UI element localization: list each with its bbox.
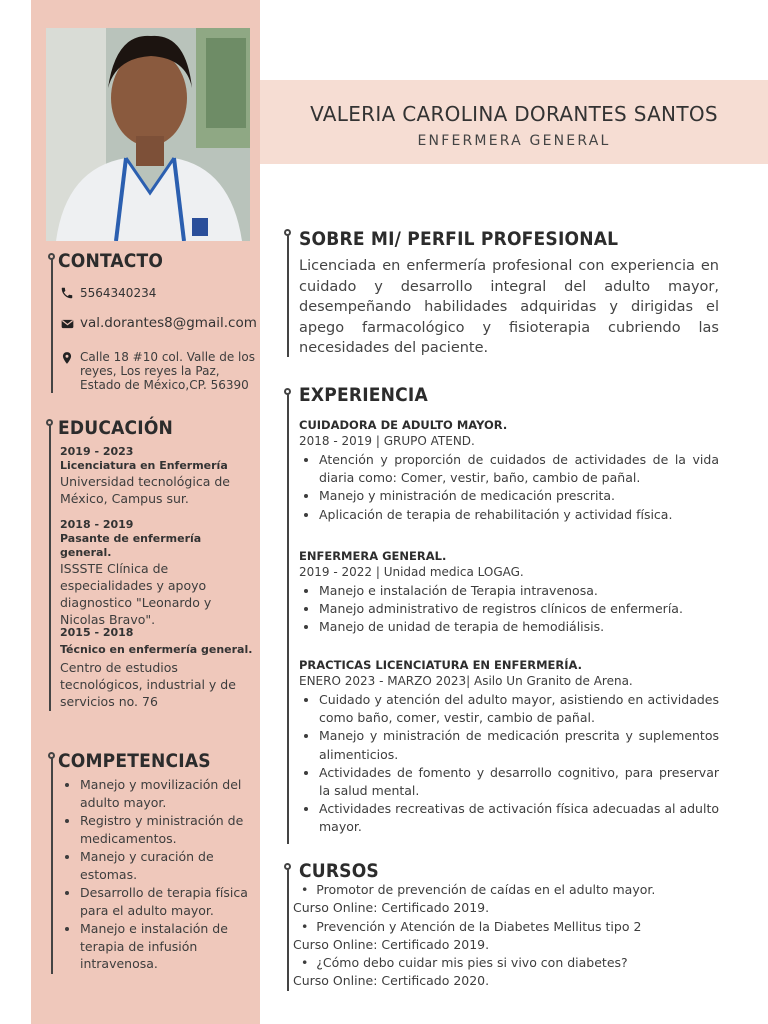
job-duty: • Cuidado y atención del adulto mayor, asistiendo en actividades como baño, comer, vestir, cambio de pañal. — [319, 691, 719, 727]
education-institution — [60, 659, 255, 710]
job-duty: • Atención y proporción de cuidados de actividades de la vida diaria como: Comer, vestir, baño, cambio de pañal. — [319, 451, 719, 487]
education-institution — [60, 473, 255, 507]
competency-item: • Desarrollo de terapia física para el adulto mayor. — [80, 884, 270, 919]
address-line-1: Calle 18 #10 col. Valle de los — [80, 350, 255, 364]
job-title: ENFERMERA GENERAL. — [299, 549, 447, 563]
contact-timeline-line — [51, 259, 53, 393]
job-subtitle: 2019 - 2022 | Unidad medica LOGAG. — [299, 565, 524, 579]
course-name: • Prevención y Atención de la Diabetes Mellitus tipo 2 — [293, 918, 642, 934]
candidate-name: VALERIA CAROLINA DORANTES SANTOS — [310, 102, 718, 126]
job-duty: • Manejo administrativo de registros clínicos de enfermería. — [319, 600, 719, 618]
education-years: 2015 - 2018 — [60, 626, 134, 639]
education-degree: Pasante de enfermería general. — [60, 532, 202, 559]
profile-text: Licenciada en enfermería profesional con experiencia en cuidado y desarrollo integral del adulto mayor, desempeñando habilidades adquiridas y dirigidas el apego farmacológico y fisioterapia cubriendo las necesidades del paciente. — [299, 258, 719, 356]
job-duty: • Actividades recreativas de activación física adecuadas al adulto mayor. — [319, 800, 719, 836]
institution-line: Centro de estudios — [60, 660, 178, 675]
course-name-text: Prevención y Atención de la Diabetes Mellitus tipo 2 — [316, 918, 642, 934]
phone-icon — [60, 286, 76, 302]
course-detail: Curso Online: Certificado 2019. — [293, 936, 490, 952]
institution-line: Universidad tecnológica de — [60, 474, 230, 489]
institution-line: Nicolas Bravo". — [60, 612, 156, 627]
job-subtitle: ENERO 2023 - MARZO 2023| Asilo Un Granito de Arena. — [299, 674, 633, 688]
institution-line: México, Campus sur. — [60, 491, 189, 506]
job-duty: • Actividades de fomento y desarrollo cognitivo, para preservar la salud mental. — [319, 764, 719, 800]
education-title: EDUCACIÓN — [58, 417, 174, 439]
profile-title: SOBRE MI/ PERFIL PROFESIONAL — [299, 228, 619, 250]
job-duties — [299, 691, 719, 837]
institution-line: tecnológicos, industrial y de — [60, 677, 236, 692]
address-line-2: reyes, Los reyes la Paz, — [80, 364, 220, 378]
competency-item: • Manejo y movilización del adulto mayor. — [80, 776, 270, 811]
job-entry — [299, 548, 719, 637]
job-duty: • Manejo de unidad de terapia de hemodiálisis. — [319, 618, 719, 636]
competency-item: • Registro y ministración de medicamentos. — [80, 812, 270, 847]
competency-item: • Manejo e instalación de terapia de infusión intravenosa. — [80, 920, 270, 973]
job-duty: • Manejo y ministración de medicación prescrita. — [319, 487, 719, 505]
job-duty: • Manejo e instalación de Terapia intravenosa. — [319, 582, 719, 600]
institution-line: especialidades y apoyo — [60, 578, 207, 593]
course-name-text: Promotor de prevención de caídas en el adulto mayor. — [316, 882, 656, 897]
competencies-list — [62, 776, 270, 974]
experience-title: EXPERIENCIA — [299, 384, 428, 406]
education-years: 2018 - 2019 — [60, 518, 134, 531]
course-name: • Promotor de prevención de caídas en el adulto mayor. — [293, 882, 656, 897]
candidate-role: ENFERMERA GENERAL — [417, 133, 611, 149]
institution-line: servicios no. 76 — [60, 694, 158, 709]
competency-item: • Manejo y curación de estomas. — [80, 848, 270, 883]
course-detail: Curso Online: Certificado 2019. — [293, 900, 490, 916]
location-pin-icon — [60, 350, 76, 366]
course-name-text: ¿Cómo debo cuidar mis pies si vivo con diabetes? — [316, 955, 628, 971]
job-entry — [299, 417, 719, 524]
courses-list — [293, 881, 723, 991]
course-name: • ¿Cómo debo cuidar mis pies si vivo con diabetes? — [293, 955, 628, 971]
education-degree: Técnico en enfermería general. — [60, 643, 253, 656]
competencies-timeline-line — [51, 758, 53, 974]
profile-photo — [46, 28, 250, 241]
experience-timeline-line — [287, 394, 289, 844]
education-degree: Licenciatura en Enfermería — [60, 459, 228, 472]
job-duty: • Manejo y ministración de medicación prescrita y suplementos alimenticios. — [319, 727, 719, 763]
courses-title: CURSOS — [299, 860, 379, 882]
competencies-title: COMPETENCIAS — [58, 750, 211, 772]
job-title: CUIDADORA DE ADULTO MAYOR. — [299, 418, 508, 432]
institution-line: ISSSTE Clínica de — [60, 561, 169, 576]
job-subtitle: 2018 - 2019 | GRUPO ATEND. — [299, 434, 475, 448]
education-item — [60, 626, 255, 710]
job-duties — [299, 451, 719, 524]
profile-timeline-line — [287, 235, 289, 357]
course-detail: Curso Online: Certificado 2020. — [293, 973, 490, 989]
education-institution — [60, 560, 255, 628]
education-years: 2019 - 2023 — [60, 445, 134, 458]
email-text: val.dorantes8@gmail.com — [80, 315, 257, 331]
address-line-3: Estado de México,CP. 56390 — [80, 378, 249, 392]
job-duties — [299, 582, 719, 637]
job-title: PRACTICAS LICENCIATURA EN ENFERMERÍA. — [299, 658, 583, 672]
phone-text: 5564340234 — [80, 286, 157, 300]
contact-title: CONTACTO — [58, 250, 164, 272]
courses-timeline-line — [287, 869, 289, 991]
institution-line: diagnostico "Leonardo y — [60, 595, 212, 610]
job-duty: • Aplicación de terapia de rehabilitación y actividad física. — [319, 506, 719, 524]
email-icon — [60, 317, 76, 333]
education-timeline-line — [49, 425, 51, 711]
job-entry — [299, 657, 719, 837]
education-item — [60, 445, 255, 507]
education-item — [60, 518, 255, 628]
